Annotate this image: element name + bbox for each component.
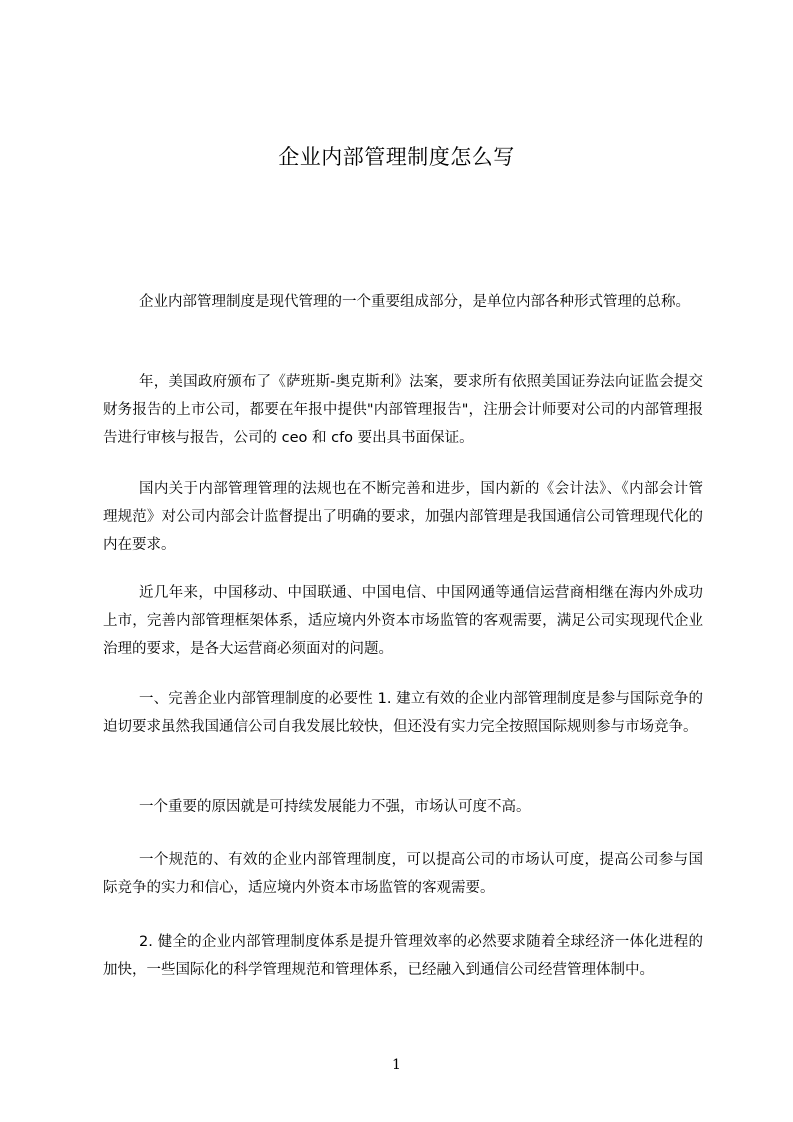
- paragraph-2: 年，美国政府颁布了《萨班斯-奥克斯利》法案，要求所有依照美国证券法向证监会提交财务报告的上市公司，都要在年报中提供"内部管理报告"，注册会计师要对公司的内部管理报告进行审核与报告，公司的 ceo 和 cfo 要出具书面保证。: [103, 374, 703, 446]
- page-number: 1: [392, 1057, 401, 1073]
- paragraph-1: 企业内部管理制度是现代管理的一个重要组成部分，是单位内部各种形式管理的总称。: [139, 294, 690, 310]
- paragraph-4: 近几年来，中国移动、中国联通、中国电信、中国网通等通信运营商相继在海内外成功上市，完善内部管理框架体系，适应境内外资本市场监管的客观需要，满足公司实现现代企业治理的要求，是各大运营商必须面对的问题。: [103, 585, 703, 657]
- paragraph-5: 一、完善企业内部管理制度的必要性 1. 建立有效的企业内部管理制度是参与国际竞争的迫切要求虽然我国通信公司自我发展比较快，但还没有实力完全按照国际规则参与市场竞争。: [103, 691, 703, 735]
- paragraph-6: 一个重要的原因就是可持续发展能力不强，市场认可度不高。: [139, 799, 531, 815]
- document-title: 企业内部管理制度怎么写: [278, 145, 515, 169]
- paragraph-7: 一个规范的、有效的企业内部管理制度，可以提高公司的市场认可度，提高公司参与国际竞争的实力和信心，适应境内外资本市场监管的客观需要。: [103, 852, 703, 896]
- paragraph-8: 2. 健全的企业内部管理制度体系是提升管理效率的必然要求随着全球经济一体化进程的加快，一些国际化的科学管理规范和管理体系，已经融入到通信公司经营管理体制中。: [103, 934, 703, 978]
- paragraph-3: 国内关于内部管理管理的法规也在不断完善和进步，国内新的《会计法》、《内部会计管理规范》对公司内部会计监督提出了明确的要求，加强内部管理是我国通信公司管理现代化的内在要求。: [103, 481, 703, 553]
